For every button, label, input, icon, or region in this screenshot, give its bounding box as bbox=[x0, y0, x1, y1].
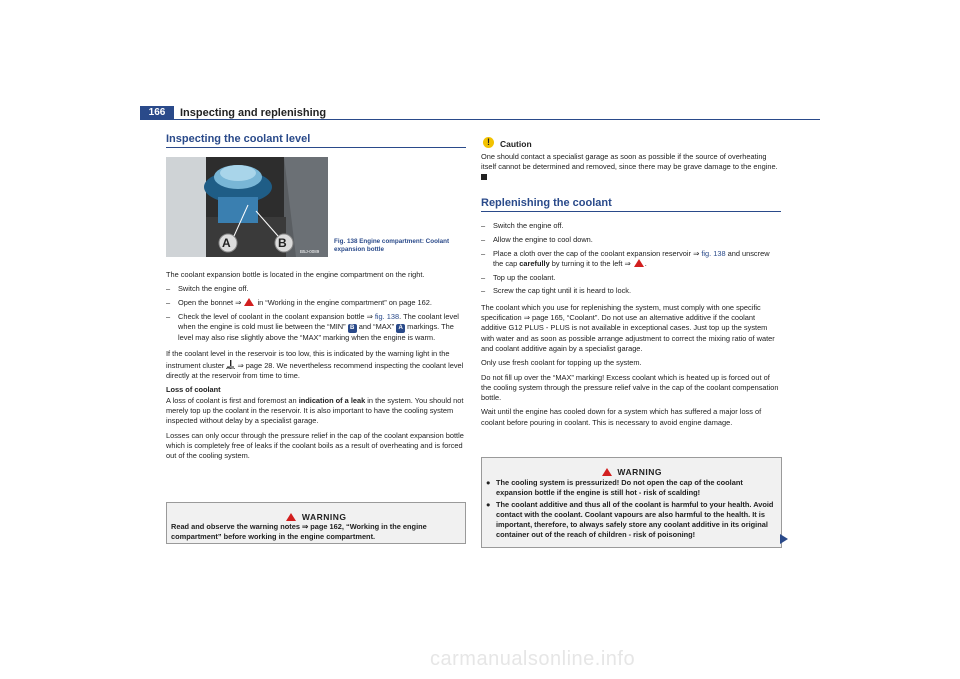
step-item bbox=[481, 286, 781, 296]
warning-box-left bbox=[166, 502, 466, 544]
step-item bbox=[166, 284, 466, 294]
running-head: Inspecting and replenishing bbox=[180, 107, 327, 119]
paragraph-text: If the coolant level in the reservoir is too low, this is indicated by the warning light in the instrument cluster bbox=[166, 349, 450, 370]
bullet: ● bbox=[486, 499, 491, 509]
step-dash: – bbox=[481, 248, 486, 258]
next-page-arrow-icon[interactable] bbox=[780, 534, 788, 544]
step-dash: – bbox=[166, 311, 171, 321]
warning-triangle-icon bbox=[286, 513, 296, 521]
engine-illustration bbox=[166, 157, 328, 257]
figure-code: B5J-0089 bbox=[300, 249, 320, 254]
watermark: carmanualsonline.info bbox=[430, 648, 636, 670]
badge-b: B bbox=[348, 324, 357, 333]
warning-item-text: The coolant additive and thus all of the coolant is harmful to your health. Avoid contact with the coolant. Coolant vapours are also harmful to the health. It is important, therefore, to always safely store any coolant additive in its original container out of the reach of children - risk of poisoning! bbox=[496, 499, 774, 540]
warning-item-text: The cooling system is pressurized! Do not open the cap of the coolant expansion bottle if the engine is still hot - risk of scalding! bbox=[496, 478, 743, 498]
section-title-replenishing: Replenishing the coolant bbox=[481, 197, 612, 209]
right-body bbox=[481, 221, 781, 432]
left-body bbox=[166, 270, 466, 465]
paragraph-text: in the system. You should not merely top up the coolant in the reservoir. It is also important to have the cooling system inspected without delay by a specialist garage. bbox=[166, 395, 464, 426]
warning-triangle-icon bbox=[244, 298, 254, 306]
paragraph-specification: The coolant which you use for replenishing the system, must comply with one specific specification ⇒ page 165, “Coolant”. Do not use an alternative additive if the coolant additive G12 PLUS - PLUS is not available in exceptional cases. Just top up the system with water and as soon as possible arrange adjustment to correct the mixing ratio of water and coolant additive again by a specialist garage. bbox=[481, 302, 775, 353]
figure-link[interactable]: fig. 138 bbox=[701, 248, 726, 258]
warning-title: WARNING bbox=[301, 512, 347, 522]
step-item bbox=[481, 273, 781, 283]
figure-caption: Fig. 138 Engine compartment: Coolant expansion bottle bbox=[334, 238, 450, 254]
paragraph-text: A loss of coolant is first and foremost an bbox=[166, 395, 299, 405]
step-item bbox=[166, 312, 466, 344]
step-text: in “Working in the engine compartment” on page 162. bbox=[257, 298, 432, 308]
caution-title: Caution bbox=[500, 139, 532, 149]
step-text: and “MAX” bbox=[356, 322, 397, 332]
step-text: Top up the coolant. bbox=[493, 272, 556, 282]
end-marker-icon bbox=[481, 174, 487, 180]
section-rule bbox=[166, 147, 466, 148]
paragraph-pressure-relief: Losses can only occur through the pressure relief in the cap of the coolant expansion bottle which is completely free of leaks if the coolant boils as a result of overheating and is forced out of the cooling system. bbox=[166, 430, 464, 461]
warning-triangle-icon bbox=[602, 468, 612, 476]
intro-paragraph: The coolant expansion bottle is located in the engine compartment on the right. bbox=[166, 270, 425, 279]
warning-title: WARNING bbox=[617, 467, 663, 477]
step-item bbox=[166, 298, 466, 308]
warning-item bbox=[486, 478, 778, 499]
step-dash: – bbox=[481, 234, 486, 244]
loss-of-coolant-heading: Loss of coolant bbox=[166, 385, 221, 395]
warning-triangle-icon bbox=[634, 259, 644, 267]
step-bold-text: carefully bbox=[519, 258, 550, 268]
caution-body: One should contact a specialist garage as soon as possible if the source of overheating itself cannot be determined and removed, since there may be grave damage to the engine. bbox=[481, 152, 778, 172]
paragraph-max-marking: Do not fill up over the “MAX” marking! Excess coolant which is heated up is forced out of the cooling system through the pressure relief valve in the cap of the coolant compensation bottle. bbox=[481, 372, 779, 403]
paragraph-fresh-coolant: Only use fresh coolant for topping up the system. bbox=[481, 358, 642, 368]
bullet: ● bbox=[486, 478, 491, 487]
paragraph-bold-text: indication of a leak bbox=[298, 395, 366, 405]
step-dash: – bbox=[481, 286, 486, 296]
engine-figure bbox=[166, 157, 328, 257]
step-item bbox=[481, 221, 781, 231]
step-text: Switch the engine off. bbox=[493, 221, 564, 230]
badge-a: A bbox=[396, 324, 405, 333]
figure-label-b: B bbox=[278, 236, 287, 250]
figure-label-a: A bbox=[222, 236, 231, 250]
step-text: . The coolant level when the engine is cold must lie between the “MIN” bbox=[178, 311, 459, 332]
step-text: and unscrew the cap bbox=[493, 248, 770, 268]
step-dash: – bbox=[481, 221, 486, 230]
step-text: Place a cloth over the cap of the coolant expansion reservoir ⇒ bbox=[493, 248, 702, 258]
warning-item bbox=[486, 500, 778, 541]
warning-box-right bbox=[481, 457, 782, 548]
step-dash: – bbox=[481, 272, 486, 282]
paragraph-warning-light bbox=[166, 349, 466, 381]
warning-list bbox=[486, 478, 778, 541]
step-item bbox=[481, 235, 781, 245]
step-dash: – bbox=[166, 284, 171, 294]
page-number: 166 bbox=[140, 106, 174, 120]
step-text: Open the bonnet ⇒ bbox=[178, 298, 242, 308]
header-rule bbox=[174, 119, 820, 120]
caution-text bbox=[481, 152, 781, 183]
paragraph-leak bbox=[166, 396, 466, 427]
section-title-inspecting: Inspecting the coolant level bbox=[166, 133, 311, 145]
step-text: Screw the cap tight until it is heard to lock. bbox=[493, 286, 632, 296]
section-rule bbox=[481, 211, 781, 212]
paragraph-text: ⇒ page 28. We nevertheless recommend inspecting the coolant level directly at the reservoir from time to time. bbox=[166, 360, 464, 381]
warning-text: Read and observe the warning notes ⇒ page 162, “Working in the engine compartment” before working in the engine compartment. bbox=[171, 522, 427, 542]
figure-link[interactable]: fig. 138 bbox=[374, 311, 400, 321]
step-dash: – bbox=[166, 298, 171, 308]
step-item: – Place a cloth over the cap of the coolant expansion reservoir ⇒ fig. 138 and unscrew the cap carefully by turning it to the left ⇒ . bbox=[481, 248, 770, 268]
step-text: Switch the engine off. bbox=[178, 284, 249, 294]
step-text: Allow the engine to cool down. bbox=[493, 234, 593, 244]
paragraph-cool-down: Wait until the engine has cooled down for a system which has suffered a major loss of coolant before pouring in coolant. This is necessary to avoid engine damage. bbox=[481, 407, 762, 427]
step-text: Check the level of coolant in the coolant expansion bottle ⇒ bbox=[178, 311, 375, 321]
coolant-temperature-icon bbox=[226, 360, 235, 369]
step-text: markings. The level may also rise slightly above the “MAX” marking when the engine is warm. bbox=[178, 322, 454, 343]
step-text: by turning it to the left ⇒ bbox=[549, 258, 633, 268]
caution-icon: ! bbox=[483, 137, 494, 148]
